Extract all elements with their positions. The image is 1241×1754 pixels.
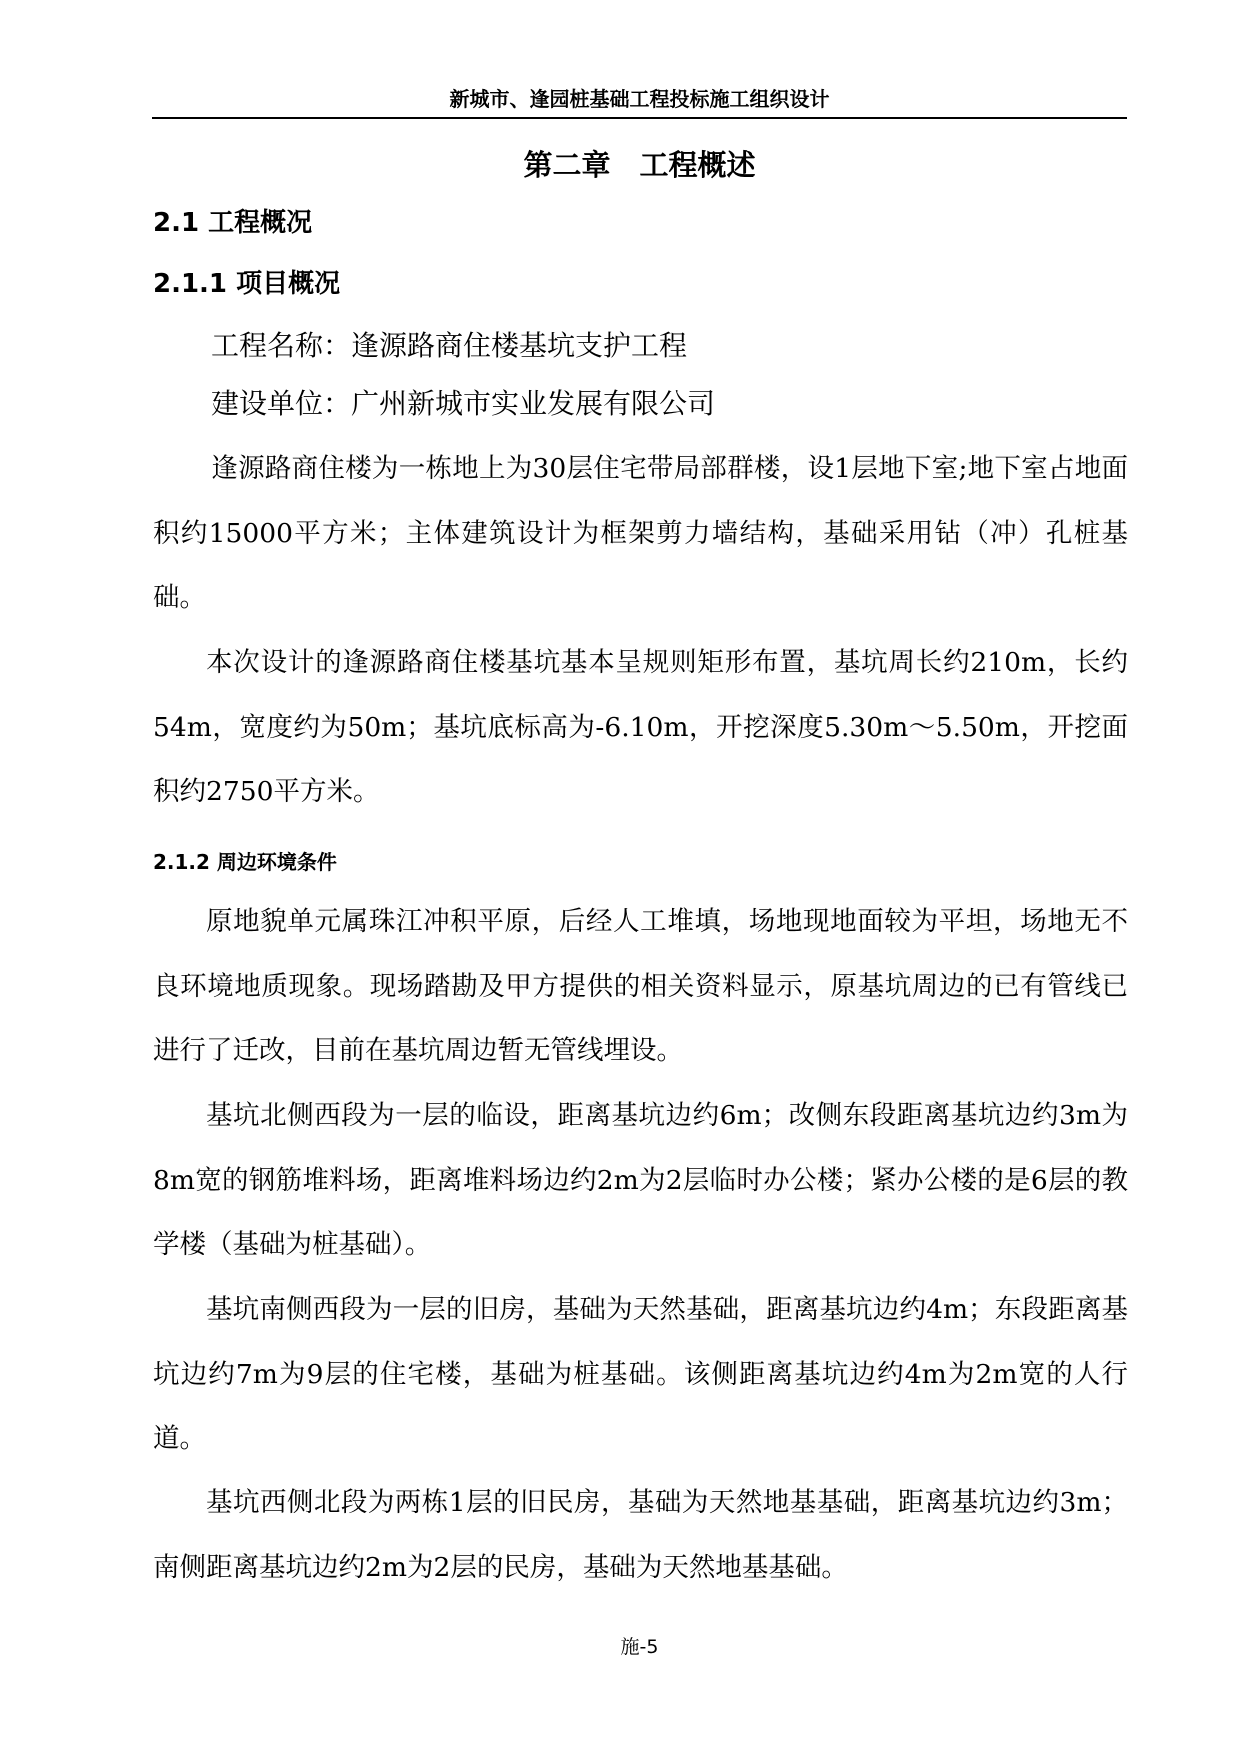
project-name-line: 工程名称：逢源路商住楼基坑支护工程 bbox=[211, 329, 688, 362]
environment-paragraph-4: 基坑西侧北段为两栋1层的旧民房，基础为天然地基基础，距离基坑边约3m；南侧距离基坑边约2m为2层的民房，基础为天然地基基础。 bbox=[153, 1487, 1128, 1583]
header-divider bbox=[152, 117, 1127, 119]
overview-paragraph-1: 逢源路商住楼为一栋地上为30层住宅带局部群楼，设1层地下室;地下室占地面积约15000平方米；主体建筑设计为框架剪力墙结构，基础采用钻（冲）孔桩基础。 bbox=[153, 453, 1128, 613]
section-heading-2-1-2: 2.1.2 周边环境条件 bbox=[153, 850, 337, 874]
environment-paragraph-3: 基坑南侧西段为一层的旧房，基础为天然基础，距离基坑边约4m；东段距离基坑边约7m为9层的住宅楼，基础为桩基础。该侧距离基坑边约4m为2m宽的人行道。 bbox=[153, 1294, 1128, 1454]
section-heading-2-1: 2.1 工程概况 bbox=[153, 208, 313, 238]
project-owner-line: 建设单位：广州新城市实业发展有限公司 bbox=[211, 387, 716, 420]
overview-paragraph-2: 本次设计的逢源路商住楼基坑基本呈规则矩形布置，基坑周长约210m，长约54m，宽度约为50m；基坑底标高为-6.10m，开挖深度5.30m～5.50m，开挖面积约2750平方米。 bbox=[153, 647, 1128, 807]
section-heading-2-1-1: 2.1.1 项目概况 bbox=[153, 269, 341, 299]
chapter-title: 第二章 工程概述 bbox=[523, 148, 756, 182]
environment-paragraph-1: 原地貌单元属珠江冲积平原，后经人工堆填，场地现地面较为平坦，场地无不良环境地质现象。现场踏勘及甲方提供的相关资料显示，原基坑周边的已有管线已进行了迁改，目前在基坑周边暂无管线埋设。 bbox=[153, 906, 1128, 1066]
environment-paragraph-2: 基坑北侧西段为一层的临设，距离基坑边约6m；改侧东段距离基坑边约3m为8m宽的钢筋堆料场，距离堆料场边约2m为2层临时办公楼；紧办公楼的是6层的教学楼（基础为桩基础）。 bbox=[153, 1100, 1128, 1260]
page-number: 施-5 bbox=[620, 1636, 659, 1658]
running-header: 新城市、逢园桩基础工程投标施工组织设计 bbox=[449, 87, 830, 111]
